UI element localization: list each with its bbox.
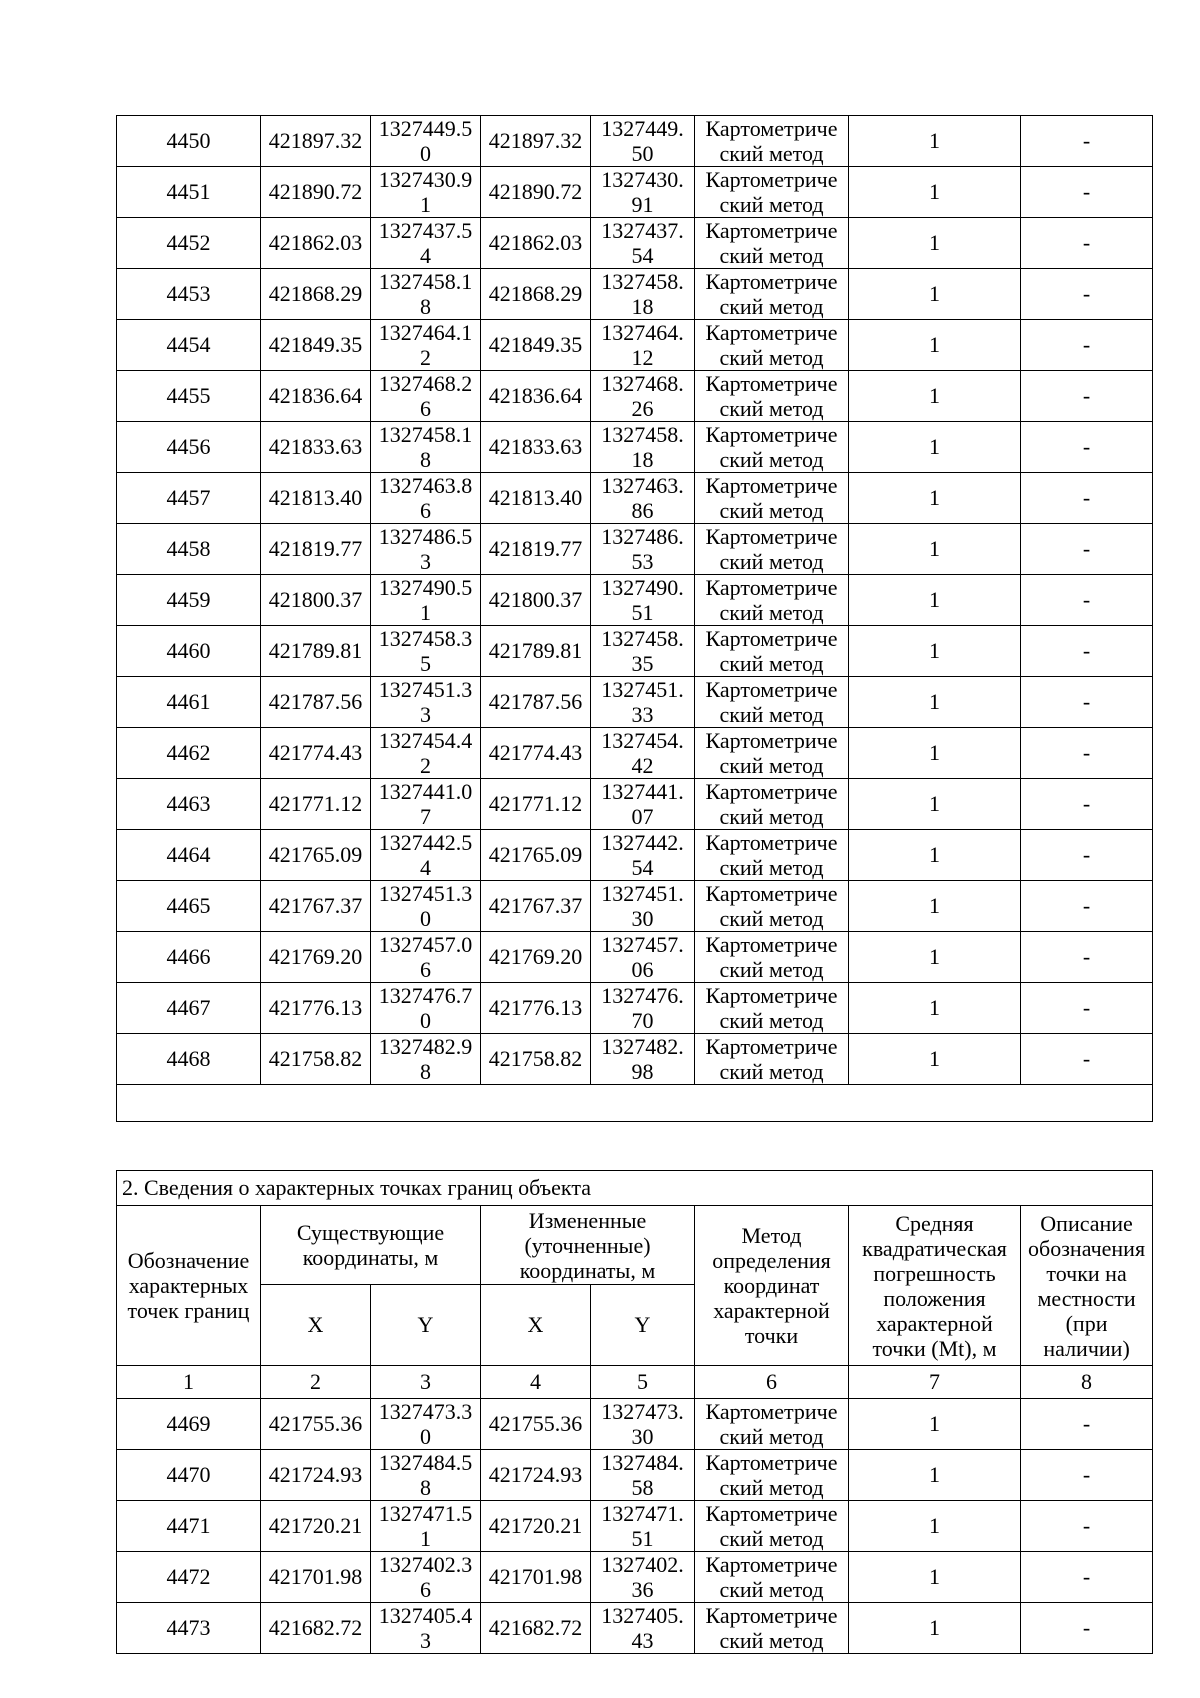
existing-x: 421765.09 (261, 830, 371, 881)
point-number: 4452 (117, 218, 261, 269)
description: - (1021, 167, 1153, 218)
changed-x: 421701.98 (481, 1552, 591, 1603)
changed-y: 1327402. 36 (591, 1552, 695, 1603)
method: Картометриче ский метод (695, 524, 849, 575)
point-number: 4456 (117, 422, 261, 473)
description: - (1021, 218, 1153, 269)
point-number: 4472 (117, 1552, 261, 1603)
changed-x: 421776.13 (481, 983, 591, 1034)
point-number: 4453 (117, 269, 261, 320)
table-row (117, 371, 1153, 422)
description: - (1021, 1399, 1153, 1450)
changed-x: 421819.77 (481, 524, 591, 575)
changed-x: 421787.56 (481, 677, 591, 728)
changed-x: 421765.09 (481, 830, 591, 881)
changed-y: 1327458. 18 (591, 422, 695, 473)
method: Картометриче ский метод (695, 1501, 849, 1552)
point-number: 4454 (117, 320, 261, 371)
table-row (117, 728, 1153, 779)
existing-y: 1327471.5 1 (371, 1501, 481, 1552)
mean-error: 1 (849, 269, 1021, 320)
existing-y: 1327451.3 0 (371, 881, 481, 932)
changed-x: 421755.36 (481, 1399, 591, 1450)
point-number: 4471 (117, 1501, 261, 1552)
existing-x: 421868.29 (261, 269, 371, 320)
mean-error: 1 (849, 575, 1021, 626)
table-row (117, 1501, 1153, 1552)
description: - (1021, 473, 1153, 524)
table-row (117, 881, 1153, 932)
changed-y: 1327464. 12 (591, 320, 695, 371)
point-number: 4458 (117, 524, 261, 575)
changed-y: 1327463. 86 (591, 473, 695, 524)
existing-x: 421755.36 (261, 1399, 371, 1450)
description: - (1021, 575, 1153, 626)
method: Картометриче ский метод (695, 167, 849, 218)
method: Картометриче ский метод (695, 881, 849, 932)
existing-x: 421776.13 (261, 983, 371, 1034)
section-title: 2. Сведения о характерных точках границ объекта (117, 1171, 1153, 1206)
changed-y: 1327486. 53 (591, 524, 695, 575)
column-numbers-row (117, 1366, 1153, 1399)
existing-x: 421758.82 (261, 1034, 371, 1085)
description: - (1021, 983, 1153, 1034)
description: - (1021, 677, 1153, 728)
mean-error: 1 (849, 677, 1021, 728)
description: - (1021, 728, 1153, 779)
point-number: 4451 (117, 167, 261, 218)
mean-error: 1 (849, 1603, 1021, 1654)
method: Картометриче ский метод (695, 728, 849, 779)
method: Картометриче ский метод (695, 1552, 849, 1603)
existing-y: 1327476.7 0 (371, 983, 481, 1034)
mean-error: 1 (849, 1501, 1021, 1552)
header-description: Описание обозначения точки на местности (при наличии) (1021, 1206, 1153, 1366)
existing-x: 421774.43 (261, 728, 371, 779)
point-number: 4455 (117, 371, 261, 422)
changed-y: 1327437. 54 (591, 218, 695, 269)
changed-y: 1327458. 35 (591, 626, 695, 677)
table-row (117, 116, 1153, 167)
point-number: 4459 (117, 575, 261, 626)
existing-y: 1327457.0 6 (371, 932, 481, 983)
table-row (117, 320, 1153, 371)
changed-y: 1327476. 70 (591, 983, 695, 1034)
header-changed-x: X (481, 1285, 591, 1366)
point-number: 4463 (117, 779, 261, 830)
point-number: 4466 (117, 932, 261, 983)
mean-error: 1 (849, 626, 1021, 677)
method: Картометриче ский метод (695, 1399, 849, 1450)
changed-x: 421789.81 (481, 626, 591, 677)
table-row (117, 677, 1153, 728)
existing-y: 1327451.3 3 (371, 677, 481, 728)
existing-x: 421724.93 (261, 1450, 371, 1501)
table-row (117, 1552, 1153, 1603)
method: Картометриче ский метод (695, 983, 849, 1034)
changed-y: 1327458. 18 (591, 269, 695, 320)
changed-y: 1327442. 54 (591, 830, 695, 881)
column-number: 8 (1021, 1366, 1153, 1399)
changed-x: 421720.21 (481, 1501, 591, 1552)
existing-y: 1327454.4 2 (371, 728, 481, 779)
changed-y: 1327484. 58 (591, 1450, 695, 1501)
mean-error: 1 (849, 320, 1021, 371)
coordinates-table-continued (116, 115, 1153, 1122)
mean-error: 1 (849, 1450, 1021, 1501)
changed-y: 1327405. 43 (591, 1603, 695, 1654)
mean-error: 1 (849, 218, 1021, 269)
point-number: 4462 (117, 728, 261, 779)
table-row (117, 626, 1153, 677)
description: - (1021, 320, 1153, 371)
mean-error: 1 (849, 422, 1021, 473)
changed-y: 1327449. 50 (591, 116, 695, 167)
table-row (117, 167, 1153, 218)
changed-x: 421868.29 (481, 269, 591, 320)
column-number: 4 (481, 1366, 591, 1399)
existing-x: 421836.64 (261, 371, 371, 422)
changed-y: 1327468. 26 (591, 371, 695, 422)
changed-y: 1327454. 42 (591, 728, 695, 779)
existing-y: 1327405.4 3 (371, 1603, 481, 1654)
point-number: 4461 (117, 677, 261, 728)
existing-y: 1327458.1 8 (371, 269, 481, 320)
changed-y: 1327451. 30 (591, 881, 695, 932)
changed-y: 1327473. 30 (591, 1399, 695, 1450)
existing-y: 1327442.5 4 (371, 830, 481, 881)
method: Картометриче ский метод (695, 1450, 849, 1501)
description: - (1021, 1552, 1153, 1603)
changed-x: 421849.35 (481, 320, 591, 371)
description: - (1021, 269, 1153, 320)
point-number: 4468 (117, 1034, 261, 1085)
changed-y: 1327451. 33 (591, 677, 695, 728)
existing-x: 421849.35 (261, 320, 371, 371)
column-number: 6 (695, 1366, 849, 1399)
changed-x: 421800.37 (481, 575, 591, 626)
existing-y: 1327437.5 4 (371, 218, 481, 269)
changed-y: 1327441. 07 (591, 779, 695, 830)
table-row (117, 422, 1153, 473)
changed-y: 1327471. 51 (591, 1501, 695, 1552)
table-row (117, 1034, 1153, 1085)
description: - (1021, 932, 1153, 983)
method: Картометриче ский метод (695, 626, 849, 677)
existing-x: 421819.77 (261, 524, 371, 575)
table-row (117, 1399, 1153, 1450)
changed-x: 421833.63 (481, 422, 591, 473)
point-number: 4467 (117, 983, 261, 1034)
method: Картометриче ский метод (695, 473, 849, 524)
existing-x: 421787.56 (261, 677, 371, 728)
mean-error: 1 (849, 116, 1021, 167)
boundary-points-table (116, 1170, 1153, 1654)
point-number: 4464 (117, 830, 261, 881)
existing-y: 1327468.2 6 (371, 371, 481, 422)
mean-error: 1 (849, 830, 1021, 881)
existing-x: 421897.32 (261, 116, 371, 167)
changed-x: 421774.43 (481, 728, 591, 779)
mean-error: 1 (849, 1552, 1021, 1603)
description: - (1021, 371, 1153, 422)
existing-x: 421771.12 (261, 779, 371, 830)
existing-x: 421789.81 (261, 626, 371, 677)
mean-error: 1 (849, 932, 1021, 983)
column-number: 3 (371, 1366, 481, 1399)
changed-x: 421813.40 (481, 473, 591, 524)
mean-error: 1 (849, 1034, 1021, 1085)
point-number: 4470 (117, 1450, 261, 1501)
method: Картометриче ский метод (695, 677, 849, 728)
table-row (117, 830, 1153, 881)
existing-x: 421800.37 (261, 575, 371, 626)
description: - (1021, 626, 1153, 677)
mean-error: 1 (849, 524, 1021, 575)
method: Картометриче ский метод (695, 830, 849, 881)
header-existing-y: Y (371, 1285, 481, 1366)
header-method: Метод определения координат характерной точки (695, 1206, 849, 1366)
existing-x: 421833.63 (261, 422, 371, 473)
header-changed-y: Y (591, 1285, 695, 1366)
method: Картометриче ский метод (695, 422, 849, 473)
column-number: 2 (261, 1366, 371, 1399)
column-number: 1 (117, 1366, 261, 1399)
changed-x: 421836.64 (481, 371, 591, 422)
header-existing-coordinates: Существующие координаты, м (261, 1206, 481, 1285)
mean-error: 1 (849, 167, 1021, 218)
changed-y: 1327490. 51 (591, 575, 695, 626)
mean-error: 1 (849, 1399, 1021, 1450)
existing-y: 1327458.3 5 (371, 626, 481, 677)
changed-x: 421724.93 (481, 1450, 591, 1501)
method: Картометриче ский метод (695, 932, 849, 983)
table-row (117, 983, 1153, 1034)
existing-x: 421813.40 (261, 473, 371, 524)
changed-y: 1327430. 91 (591, 167, 695, 218)
changed-x: 421769.20 (481, 932, 591, 983)
existing-x: 421701.98 (261, 1552, 371, 1603)
existing-x: 421890.72 (261, 167, 371, 218)
point-number: 4465 (117, 881, 261, 932)
table-body (117, 1171, 1153, 1654)
existing-y: 1327490.5 1 (371, 575, 481, 626)
table-row (117, 779, 1153, 830)
point-number: 4473 (117, 1603, 261, 1654)
method: Картометриче ский метод (695, 320, 849, 371)
description: - (1021, 830, 1153, 881)
point-number: 4460 (117, 626, 261, 677)
existing-x: 421767.37 (261, 881, 371, 932)
existing-y: 1327484.5 8 (371, 1450, 481, 1501)
table-body (117, 116, 1153, 1122)
existing-x: 421720.21 (261, 1501, 371, 1552)
changed-x: 421862.03 (481, 218, 591, 269)
method: Картометриче ский метод (695, 371, 849, 422)
point-number: 4469 (117, 1399, 261, 1450)
description: - (1021, 524, 1153, 575)
table-row (117, 575, 1153, 626)
description: - (1021, 1450, 1153, 1501)
changed-x: 421758.82 (481, 1034, 591, 1085)
description: - (1021, 422, 1153, 473)
existing-x: 421682.72 (261, 1603, 371, 1654)
column-number: 5 (591, 1366, 695, 1399)
column-number: 7 (849, 1366, 1021, 1399)
table-row (117, 218, 1153, 269)
mean-error: 1 (849, 881, 1021, 932)
description: - (1021, 779, 1153, 830)
existing-y: 1327473.3 0 (371, 1399, 481, 1450)
table-row (117, 1450, 1153, 1501)
method: Картометриче ский метод (695, 1603, 849, 1654)
description: - (1021, 1603, 1153, 1654)
mean-error: 1 (849, 779, 1021, 830)
description: - (1021, 1034, 1153, 1085)
method: Картометриче ский метод (695, 1034, 849, 1085)
header-point-designation: Обозначение характерных точек границ (117, 1206, 261, 1366)
changed-x: 421682.72 (481, 1603, 591, 1654)
header-existing-x: X (261, 1285, 371, 1366)
mean-error: 1 (849, 371, 1021, 422)
method: Картометриче ский метод (695, 116, 849, 167)
table-row (117, 1603, 1153, 1654)
description: - (1021, 116, 1153, 167)
mean-error: 1 (849, 983, 1021, 1034)
method: Картометриче ский метод (695, 269, 849, 320)
method: Картометриче ский метод (695, 218, 849, 269)
existing-x: 421769.20 (261, 932, 371, 983)
existing-y: 1327441.0 7 (371, 779, 481, 830)
existing-y: 1327463.8 6 (371, 473, 481, 524)
table-row (117, 932, 1153, 983)
description: - (1021, 881, 1153, 932)
changed-y: 1327482. 98 (591, 1034, 695, 1085)
description: - (1021, 1501, 1153, 1552)
mean-error: 1 (849, 473, 1021, 524)
mean-error: 1 (849, 728, 1021, 779)
existing-y: 1327464.1 2 (371, 320, 481, 371)
point-number: 4450 (117, 116, 261, 167)
changed-x: 421771.12 (481, 779, 591, 830)
method: Картометриче ский метод (695, 779, 849, 830)
header-mean-error: Средняя квадратическая погрешность положения характерной точки (Mt), м (849, 1206, 1021, 1366)
existing-y: 1327486.5 3 (371, 524, 481, 575)
table-row (117, 473, 1153, 524)
changed-x: 421890.72 (481, 167, 591, 218)
changed-y: 1327457. 06 (591, 932, 695, 983)
existing-x: 421862.03 (261, 218, 371, 269)
changed-x: 421767.37 (481, 881, 591, 932)
existing-y: 1327482.9 8 (371, 1034, 481, 1085)
point-number: 4457 (117, 473, 261, 524)
header-changed-coordinates: Измененные (уточненные) координаты, м (481, 1206, 695, 1285)
existing-y: 1327449.5 0 (371, 116, 481, 167)
empty-row (117, 1085, 1153, 1122)
changed-x: 421897.32 (481, 116, 591, 167)
method: Картометриче ский метод (695, 575, 849, 626)
existing-y: 1327402.3 6 (371, 1552, 481, 1603)
table-row (117, 524, 1153, 575)
table-row (117, 269, 1153, 320)
existing-y: 1327458.1 8 (371, 422, 481, 473)
existing-y: 1327430.9 1 (371, 167, 481, 218)
